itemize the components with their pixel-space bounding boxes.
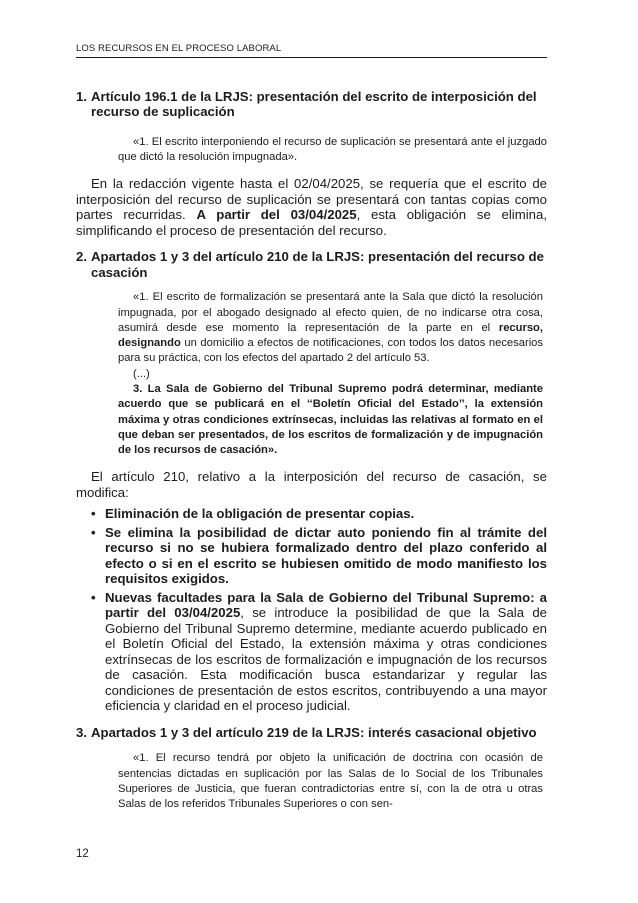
bullet-3-bold-text: Nuevas facultades para la Sala de Gobierno del Tribunal Supremo: a partir del 03/04/2025 <box>105 589 547 621</box>
section-2-quote-bold: recurso, designando <box>118 321 543 350</box>
bullet-marker: • <box>91 589 96 605</box>
section-1-heading <box>76 89 547 120</box>
section-1-paragraph <box>76 176 547 238</box>
section-1-title: Artículo 196.1 de la LRJS: presentación del escrito de interposición del recurso de suplicación <box>91 89 537 120</box>
bullet-1-text: Eliminación de la obligación de presentar copias. <box>105 506 415 522</box>
page-content <box>76 89 547 813</box>
section-1-paragraph-c: , esta obligación se elimina, simplificando el proceso de presentación del recurso. <box>76 207 547 238</box>
bullet-3-text: , se introduce la posibilidad de que la Sala de Gobierno del Tribunal Supremo determine, mediante acuerdo publicado en el Boletín Oficial del Estado, la extensión máxima y otras condiciones extrínsecas de los escritos de formalización e impugnación de los recursos de casación. Esta modificación busca estandarizar y regular las condiciones de presentación de estos escritos, contribuyendo a una mayor eficiencia y claridad en el proceso judicial. <box>105 605 547 714</box>
list-item <box>91 506 547 522</box>
running-header: LOS RECURSOS EN EL PROCESO LABORAL <box>76 43 282 54</box>
section-1-quote <box>118 135 547 166</box>
section-2-bullet-list <box>91 506 547 714</box>
section-2-quote-paragraph-3 <box>118 382 543 458</box>
header-rule <box>76 57 547 58</box>
section-2-quote-ellipsis: (...) <box>133 367 150 380</box>
section-1-paragraph-a: En la redacción vigente hasta el 02/04/2025, se requería que el escrito de interposición del recurso de suplicación se presentará con tantas copias como partes recurridas. <box>76 176 547 223</box>
section-1-quote-text: «1. El escrito interponiendo el recurso de suplicación se presentará ante el juzgado que dictó la resolución impugnada». <box>118 135 547 164</box>
section-2-quote-paragraph-1 <box>118 290 543 366</box>
section-1-paragraph-bold-date: A partir del 03/04/2025 <box>196 207 357 223</box>
section-3-heading <box>76 725 547 740</box>
section-3-quote <box>118 751 543 812</box>
page-number: 12 <box>76 848 89 860</box>
bullet-marker: • <box>91 506 96 522</box>
section-2-quote <box>118 290 543 458</box>
section-2-quote-a: «1. El escrito de formalización se presentará ante la Sala que dictó la resolución impugnada, por el abogado designado al efecto quien, de no indicarse otra cosa, asumirá desde ese momento la representación de la parte en el <box>118 291 543 334</box>
bullet-marker: • <box>91 524 96 540</box>
section-2-title: Apartados 1 y 3 del artículo 210 de la LRJS: presentación del recurso de casación <box>91 249 544 280</box>
list-item <box>91 589 547 714</box>
section-3-quote-text: «1. El recurso tendrá por objeto la unificación de doctrina con ocasión de sentencias dictadas en suplicación por las Salas de lo Social de los Tribunales Superiores de Justicia, que fueran contradictorias entre sí, con la de otra u otras Salas de los referidos Tribunales Superiores o con sen- <box>118 752 543 811</box>
section-1-number: 1. <box>76 89 87 104</box>
list-item <box>91 524 547 587</box>
bullet-2-text: Se elimina la posibilidad de dictar auto poniendo fin al trámite del recurso si no se hubiera formalizado dentro del plazo conferido al efecto o si en el escrito se hubiesen omitido de modo manifiesto los requisitos exigidos. <box>105 524 547 587</box>
section-3-title: Apartados 1 y 3 del artículo 219 de la LRJS: interés casacional objetivo <box>91 724 537 740</box>
section-2-intro: El artículo 210, relativo a la interposición del recurso de casación, se modifica: <box>76 469 547 500</box>
section-2-heading <box>76 249 547 280</box>
section-2-quote-c: un domicilio a efectos de notificaciones, con todos los datos necesarios para su práctica, con los efectos del apartado 2 del artículo 53. <box>118 337 543 365</box>
section-2-number: 2. <box>76 249 87 265</box>
section-2-quote-3-text: 3. La Sala de Gobierno del Tribunal Supremo podrá determinar, mediante acuerdo que se publicará en el ‘‘Boletín Oficial del Estado’’, la extensión máxima y otras condiciones extrínsecas, incluidas las relativas al formato en el que deban ser presentados, de los escritos de formalización y de impugnación de los recursos de casación». <box>118 383 543 457</box>
section-3-number: 3. <box>76 724 87 740</box>
